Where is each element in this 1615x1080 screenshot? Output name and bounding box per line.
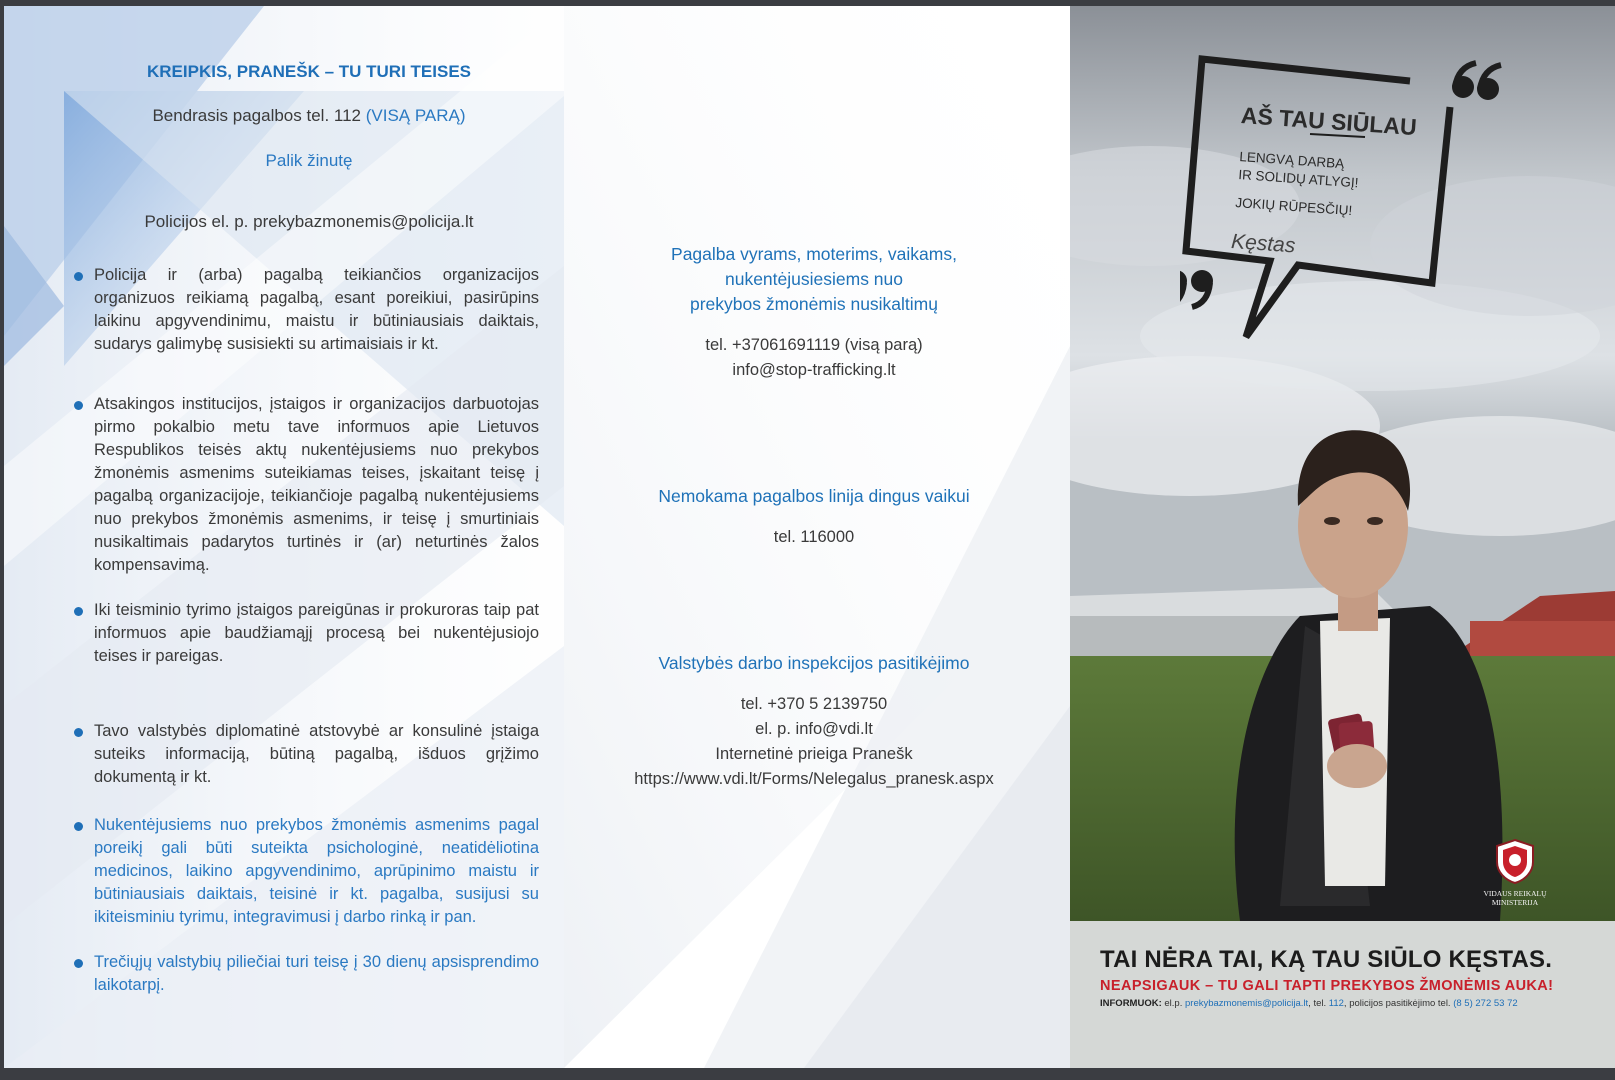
list-item: Nukentėjusiems nuo prekybos žmonėmis asmenims pagal poreikį gali būti suteikta psichologinė, neatidėliotina medicinos, laikino apgyvendinimo, aprūpinimo maistu ir būtiniausiais daiktais, teisinė ir kt. pagalba, susijusi su ikiteisminiu tyrimu, integravimusi į darbo rinką ir pan. <box>74 814 539 929</box>
poster-banner <box>1070 921 1615 1068</box>
logo-text-2: MINISTERIJA <box>1491 898 1539 907</box>
list-item: Atsakingos institucijos, įstaigos ir organizacijos darbuotojas pirmo pokalbio metu tave informuos apie Lietuvos Respublikos teisės aktų nukentėjusiems nuo prekybos žmonėmis asmenims suteikiamas teises, įskaitant teisę į pagalbą organizacijoje, teikiančioje pagalbą nukentėjusiems nuo prekybos žmonėmis asmenims, ir teisę į smurtiniais nusikaltimais padarytos turtinės ir (ar) neturtinės žalos kompensavimą. <box>74 393 539 577</box>
labour-inspection-phone[interactable]: tel. +370 5 2139750 <box>740 695 888 713</box>
bubble-line-1: LENGVĄ DARBĄ <box>1238 148 1345 172</box>
victim-help-email[interactable]: info@stop-trafficking.lt <box>732 361 896 379</box>
victim-help-title-1: Pagalba vyrams, moterims, vaikams, <box>671 244 957 264</box>
bullet-dot-icon <box>74 607 83 616</box>
coat-of-arms-icon <box>1493 838 1537 884</box>
bullet-dot-icon <box>74 272 83 281</box>
labour-inspection-block <box>604 651 1024 792</box>
labour-inspection-url[interactable]: https://www.vdi.lt/Forms/Nelegalus_pranesk.aspx <box>634 770 994 788</box>
victim-help-title-2: nukentėjusiesiems nuo <box>724 269 904 289</box>
bullet-dot-icon <box>74 822 83 831</box>
banner-warning: NEAPSIGAUK – TU GALI TAPTI PREKYBOS ŽMONĖMIS AUKA! <box>1100 978 1554 994</box>
info-trust-tel[interactable]: (8 5) 272 53 72 <box>1453 998 1518 1009</box>
list-item: Tavo valstybės diplomatinė atstovybė ar konsulinė įstaiga suteiks informaciją, būtiną pagalbą, išduos grįžimo dokumentą ir kt. <box>74 720 539 789</box>
victim-help-block <box>604 242 1024 383</box>
ministry-logo <box>1470 838 1560 907</box>
bubble-signature: Kęstas <box>1230 230 1297 258</box>
labour-inspection-portal: Internetinė prieiga Pranešk <box>715 745 913 763</box>
bubble-line-3: JOKIŲ RŪPESČIŲ! <box>1234 194 1353 219</box>
bullet-dot-icon <box>74 959 83 968</box>
labour-inspection-email[interactable]: el. p. info@vdi.lt <box>755 720 873 738</box>
banner-title: TAI NĖRA TAI, KĄ TAU SIŪLO KĘSTAS. <box>1100 946 1553 973</box>
victim-help-phone[interactable]: tel. +37061691119 (visą parą) <box>705 336 923 354</box>
bubble-title: AŠ TAU SIŪLAU <box>1240 102 1418 141</box>
missing-child-phone[interactable]: tel. 116000 <box>773 528 855 546</box>
list-item: Policija ir (arba) pagalbą teikiančios organizacijos organizuos reikiamą pagalbą, esant poreikiui, pasirūpins laikinu apgyvendinimu, maistu ir būtiniausiais daiktais, sudarys galimybę susisiekti su artimaisiais ir kt. <box>74 264 539 356</box>
missing-child-block <box>604 484 1024 550</box>
leave-message-link[interactable]: Palik žinutę <box>265 151 353 170</box>
bullet-dot-icon <box>74 401 83 410</box>
police-email[interactable]: Policijos el. p. prekybazmonemis@policija.lt <box>144 212 474 231</box>
info-email[interactable]: prekybazmonemis@policija.lt <box>1185 998 1309 1009</box>
victim-help-title-3: prekybos žmonėmis nusikaltimų <box>689 294 938 314</box>
banner-contacts: INFORMUOK: el.p. prekybazmonemis@policija.lt, tel. 112, policijos pasitikėjimo tel. (8 5) 272 53 72 <box>1100 998 1518 1009</box>
emergency-phone-text: Bendrasis pagalbos tel. 112 <box>152 106 366 125</box>
bullet-dot-icon <box>74 728 83 737</box>
list-item: Trečiųjų valstybių piliečiai turi teisę į 30 dienų apsisprendimo laikotarpį. <box>74 951 539 997</box>
rights-heading: KREIPKIS, PRANEŠK – TU TURI TEISES <box>147 62 471 81</box>
campaign-poster <box>1070 6 1615 1068</box>
bubble-line-2: IR SOLIDŲ ATLYGĮ! <box>1237 166 1359 191</box>
info-tel[interactable]: 112 <box>1328 998 1344 1009</box>
labour-inspection-title: Valstybės darbo inspekcijos pasitikėjimo <box>658 653 970 673</box>
logo-text-1: VIDAUS REIKALŲ <box>1483 889 1547 898</box>
open-quote-icon <box>1452 63 1501 100</box>
emergency-phone-line <box>64 106 554 126</box>
missing-child-title: Nemokama pagalbos linija dingus vaikui <box>658 486 970 506</box>
brochure-page <box>4 6 1615 1068</box>
info-label: INFORMUOK: <box>1100 998 1162 1009</box>
list-item: Iki teisminio tyrimo įstaigos pareigūnas ir prokuroras taip pat informuos apie baudžiamąjį procesą bei nukentėjusiojo teises ir pareigas. <box>74 599 539 668</box>
close-quote-icon <box>1180 270 1213 307</box>
emergency-phone-accent: (VISĄ PARĄ) <box>365 106 466 125</box>
